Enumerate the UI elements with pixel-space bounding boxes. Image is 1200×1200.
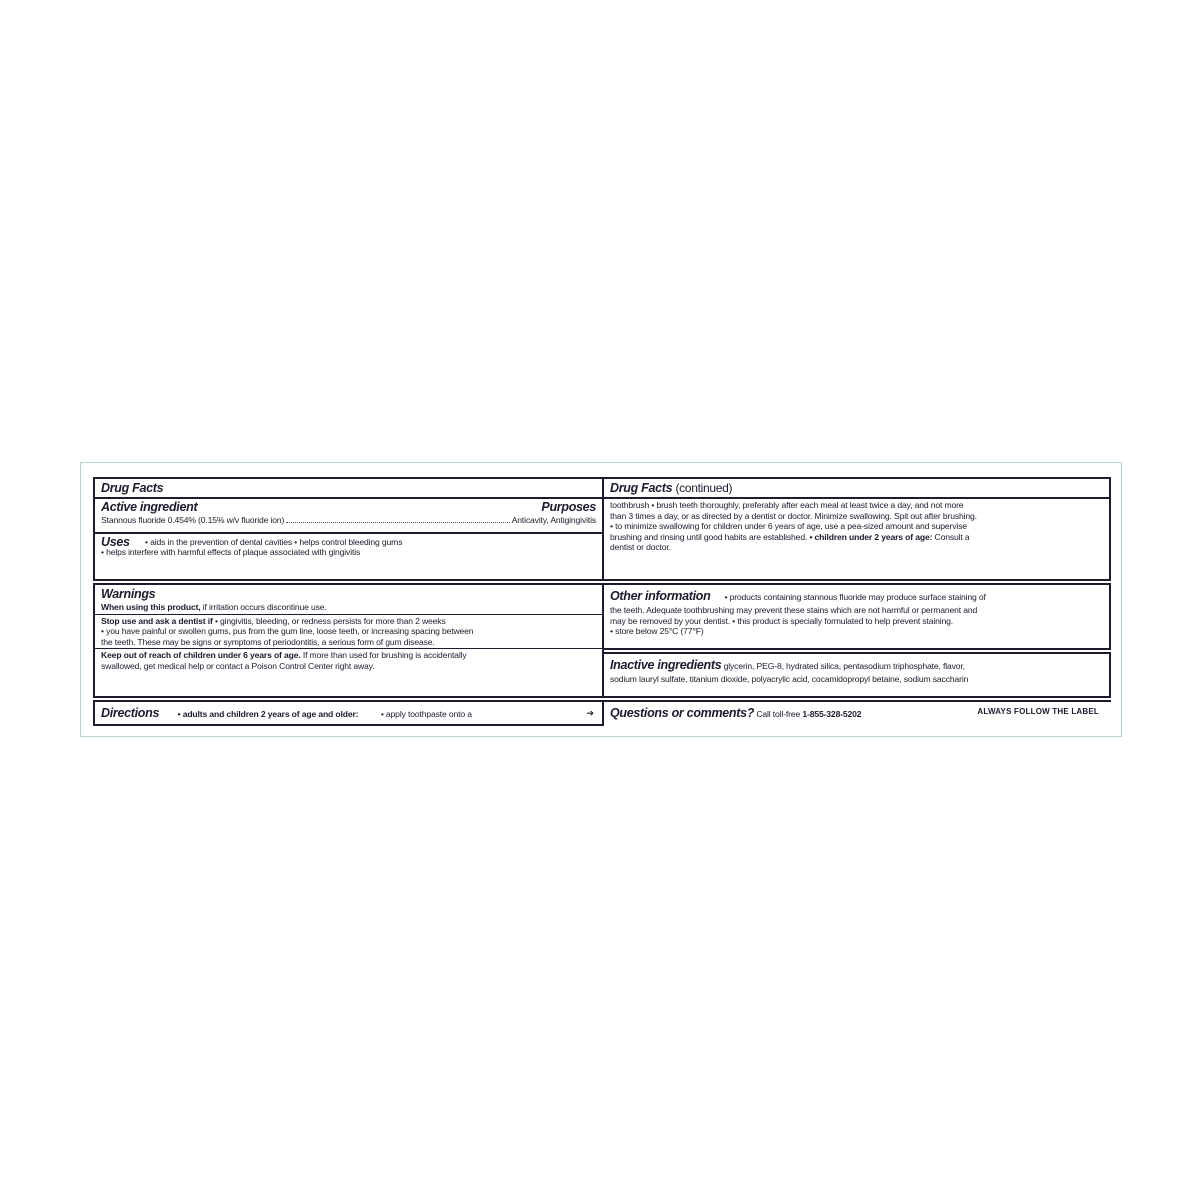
questions-text: Call toll-free bbox=[754, 709, 801, 719]
children-under-2-bold: • children under 2 years of age: bbox=[809, 531, 933, 542]
uses-heading: Uses bbox=[101, 534, 130, 549]
keep-out-bold: Keep out of reach of children under 6 years of age. bbox=[101, 650, 301, 661]
other-info-line-2: the teeth. Adequate toothbrushing may prevent these stains which are not harmful or permanent and bbox=[610, 605, 978, 615]
inactive-ingredients-box bbox=[602, 652, 1111, 698]
other-information-heading: Other information bbox=[610, 589, 711, 603]
questions-heading: Questions or comments? bbox=[610, 706, 755, 720]
when-using-bold: When using this product, bbox=[101, 602, 201, 612]
when-using-text: if irritation occurs discontinue use. bbox=[200, 602, 327, 612]
always-follow-label: ALWAYS FOLLOW THE LABEL bbox=[977, 707, 1099, 716]
inactive-ingredients-heading: Inactive ingredients bbox=[610, 658, 722, 672]
continued-label: (continued) bbox=[675, 481, 733, 495]
active-ingredient-text: Stannous fluoride 0.454% (0.15% w/v fluoride ion) bbox=[101, 515, 285, 525]
stop-use-bold: Stop use and ask a dentist if bbox=[101, 615, 213, 626]
uses-line-1: • aids in the prevention of dental cavities • helps control bleeding gums bbox=[145, 536, 403, 547]
keep-out-text: If more than used for brushing is accidentally bbox=[300, 650, 467, 661]
questions-box bbox=[602, 700, 1111, 726]
other-info-line-3: may be removed by your dentist. • this product is specially formulated to help prevent staining. bbox=[610, 615, 954, 626]
active-ingredient-box bbox=[93, 477, 604, 581]
stop-use-line-2: • you have painful or swollen gums, pus from the gum line, loose teeth, or increasing spacing between bbox=[101, 626, 474, 637]
active-ingredient-heading: Active ingredient bbox=[101, 500, 198, 514]
drug-facts-continued-title: Drug Facts bbox=[610, 481, 673, 495]
directions-text: • apply toothpaste onto a bbox=[380, 709, 472, 719]
phone-number: 1-855-328-5202 bbox=[800, 709, 862, 719]
uses-line-2: • helps interfere with harmful effects of plaque associated with gingivitis bbox=[101, 547, 361, 558]
continue-arrow-icon: ➔ bbox=[586, 708, 594, 718]
purposes-text: Anticavity, Antigingivitis bbox=[511, 515, 596, 525]
drug-facts-label bbox=[80, 462, 1122, 737]
purposes-heading: Purposes bbox=[541, 500, 596, 514]
stop-use-line-3: the teeth. These may be signs or symptoms of periodontitis, a serious form of gum disease. bbox=[101, 636, 435, 647]
stop-use-text: • gingivitis, bleeding, or redness persists for more than 2 weeks bbox=[212, 615, 446, 626]
directions-line-4-end: Consult a bbox=[932, 531, 970, 542]
directions-heading: Directions bbox=[101, 706, 160, 720]
directions-line-1: toothbrush • brush teeth thoroughly, preferably after each meal at least twice a day, and not more bbox=[610, 500, 964, 510]
keep-out-line-2: swallowed, get medical help or contact a Poison Control Center right away. bbox=[101, 660, 375, 671]
other-info-line-1: • products containing stannous fluoride may produce surface staining of bbox=[724, 592, 986, 602]
directions-line-4: brushing and rinsing until good habits are established. bbox=[610, 531, 808, 542]
warnings-box bbox=[93, 583, 604, 698]
drug-facts-title: Drug Facts bbox=[101, 481, 164, 495]
inactive-line-2: sodium lauryl sulfate, titanium dioxide, polyacrylic acid, cocamidopropyl betaine, sodium saccharin bbox=[610, 674, 969, 684]
directions-box bbox=[93, 700, 604, 726]
directions-continued-box bbox=[602, 477, 1111, 581]
other-information-box bbox=[602, 583, 1111, 650]
directions-line-3: • to minimize swallowing for children under 6 years of age, use a pea-sized amount and supervise bbox=[610, 521, 967, 532]
directions-line-5: dentist or doctor. bbox=[610, 542, 671, 553]
directions-bold: • adults and children 2 years of age and older: bbox=[177, 709, 359, 719]
directions-line-2: than 3 times a day, or as directed by a dentist or doctor. Minimize swallowing. Spit out after brushing. bbox=[610, 510, 977, 521]
inactive-line-1: glycerin, PEG-8, hydrated silica, pentasodium triphosphate, flavor, bbox=[721, 661, 965, 671]
other-info-line-4: • store below 25°C (77°F) bbox=[610, 626, 704, 637]
warnings-heading: Warnings bbox=[101, 587, 156, 601]
